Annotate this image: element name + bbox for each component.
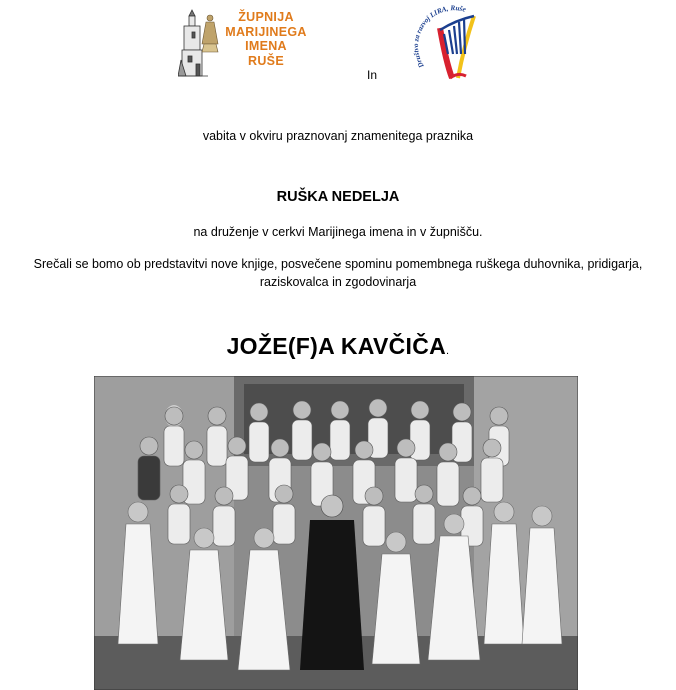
invitation-text: vabita v okviru praznovanj znamenitega praznika	[202, 129, 474, 143]
parish-name-line-1: ŽUPNIJA	[238, 10, 294, 24]
parish-name-line-4: RUŠE	[248, 53, 284, 68]
gathering-text: na druženje v cerkvi Marijinega imena in v župnišču.	[193, 225, 483, 239]
group-photo-icon	[94, 376, 578, 690]
parish-name	[214, 10, 318, 68]
society-name: Društvo za razvoj LIRA, Ruše	[412, 4, 467, 70]
parish-name-line-2: MARIJINEGA	[225, 24, 307, 39]
meeting-text	[0, 255, 676, 291]
person-name	[0, 333, 676, 360]
event-title: RUŠKA NEDELJA	[276, 189, 400, 205]
lyre-icon	[440, 16, 474, 78]
meeting-text-line-2: raziskovalca in zgodovinarja	[259, 275, 417, 289]
person-name-text: JOŽE(F)A KAVČIČA	[226, 333, 447, 359]
group-photo	[94, 376, 578, 690]
parish-name-line-3: IMENA	[245, 39, 287, 53]
meeting-text-line-1: Srečali se bomo ob predstavitvi nove knjige, posvečene spominu pomembnega ruškega duhovnika, pridigarja,	[33, 257, 643, 271]
person-name-dot: .	[446, 345, 450, 357]
society-logo	[410, 4, 502, 84]
conjunction-text: In	[367, 68, 378, 82]
